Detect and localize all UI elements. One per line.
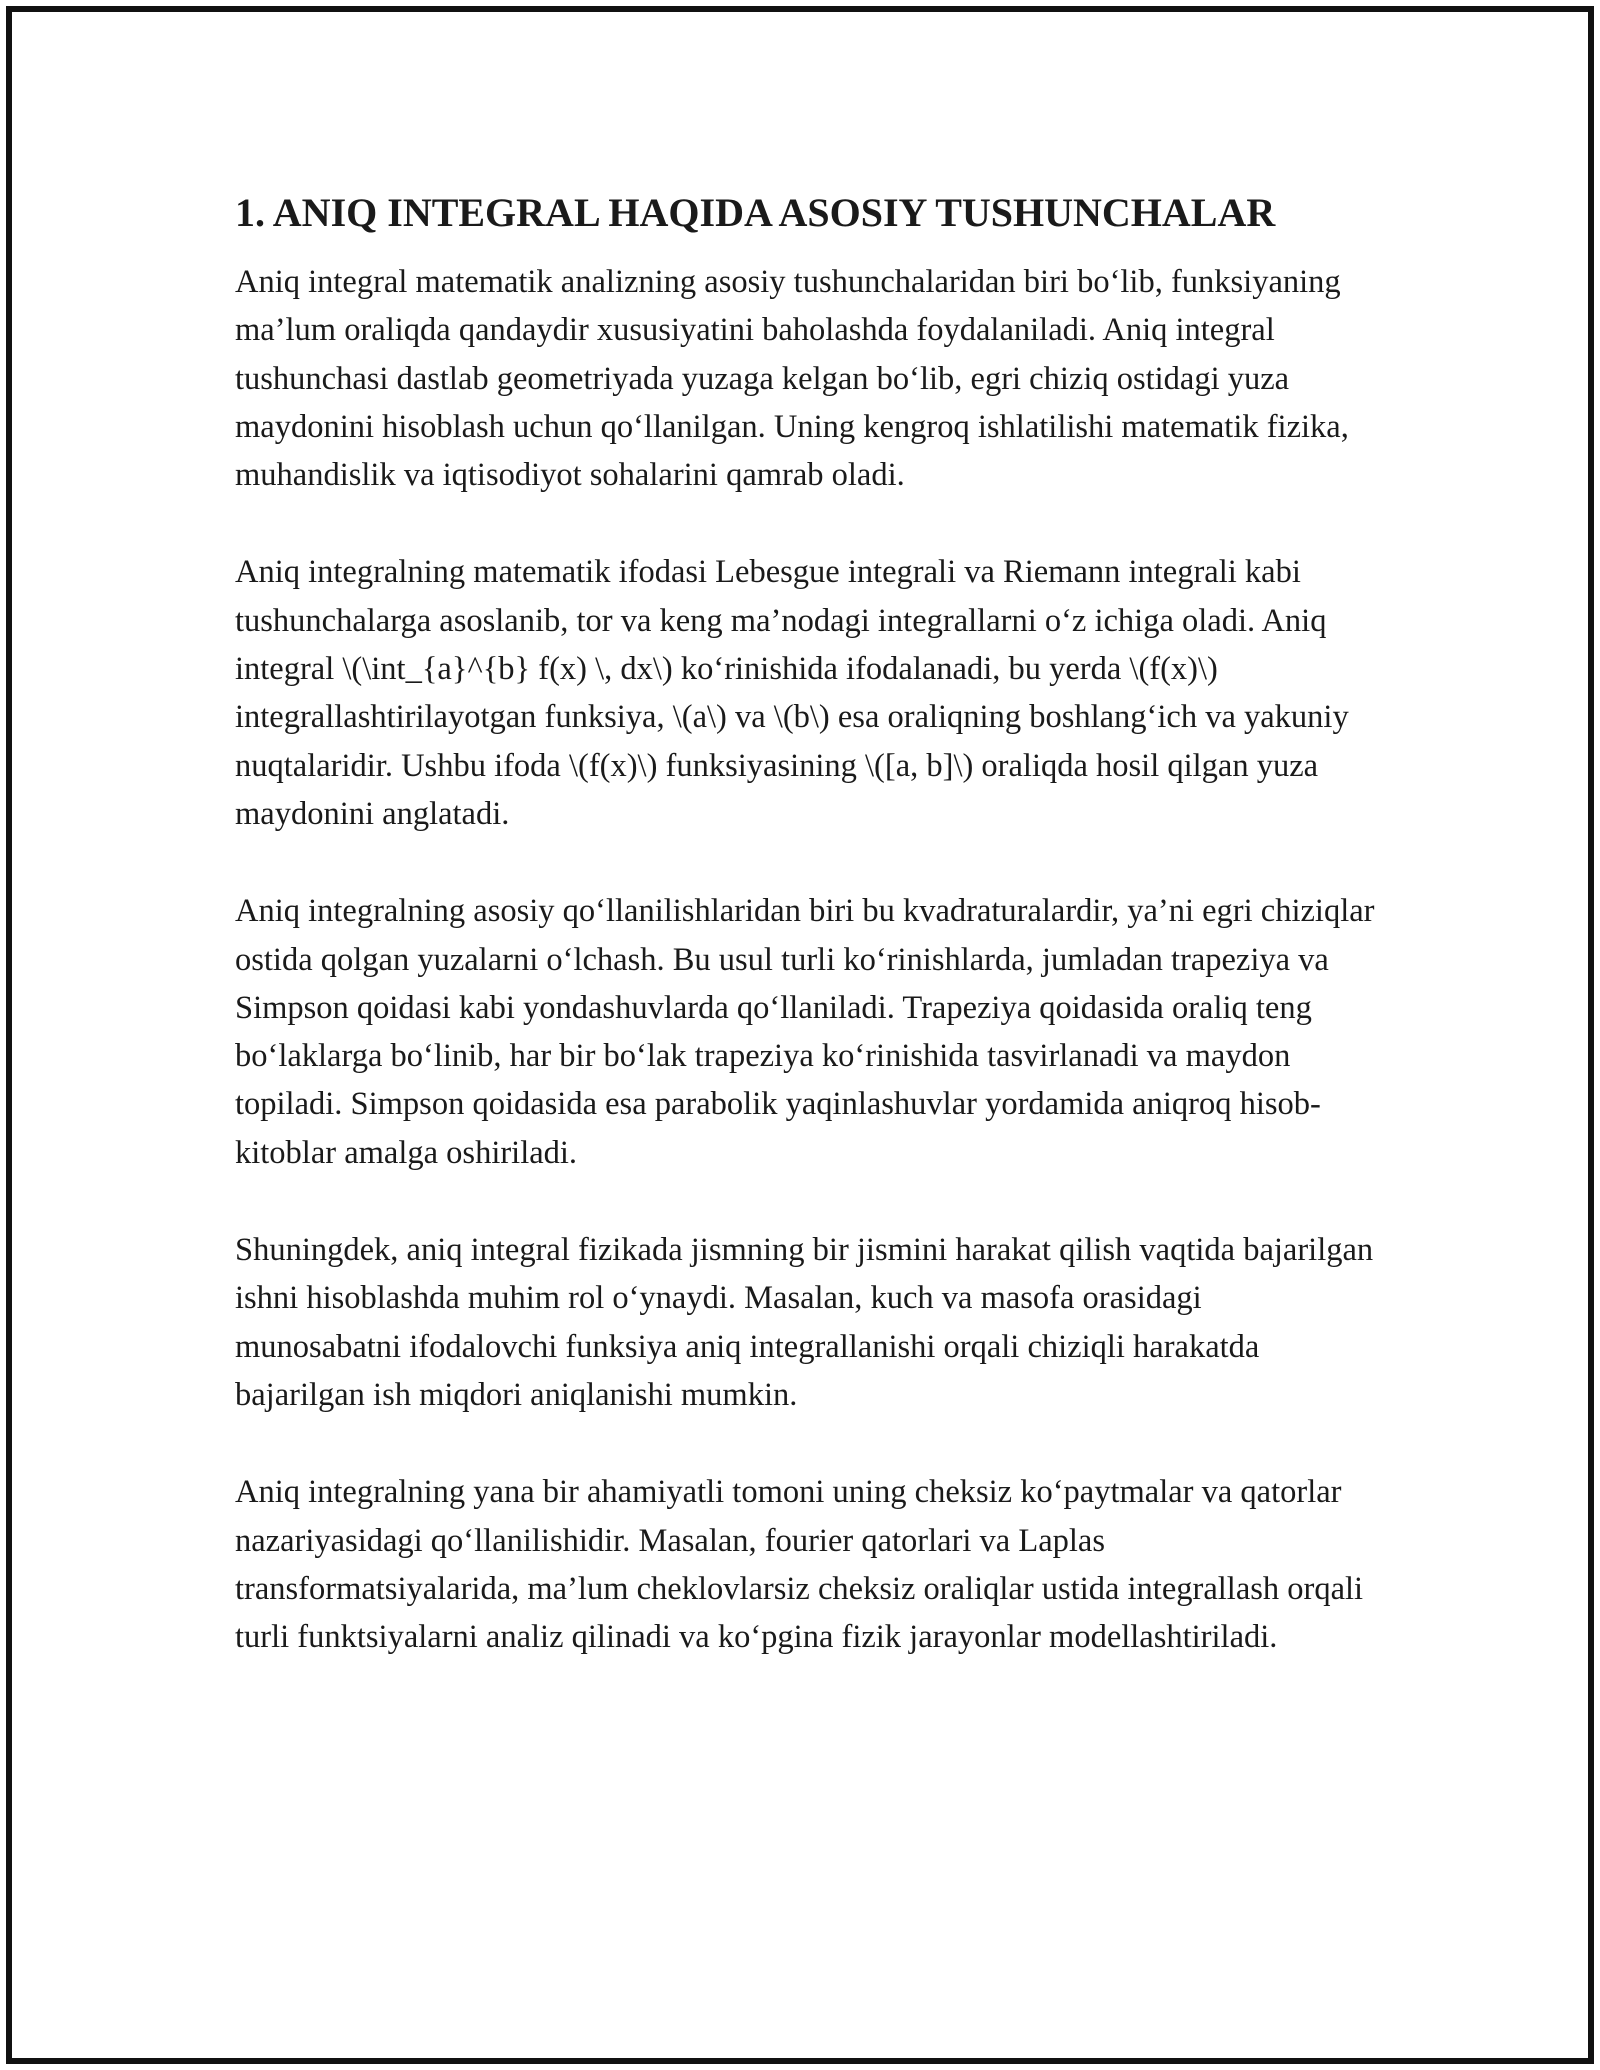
- paragraph-5: Aniq integralning yana bir ahamiyatli tomoni uning cheksiz ko‘paytmalar va qatorlar nazariyasidagi qo‘llanilishidir. Masalan, fourier qatorlari va Laplas transformatsiyalarida, ma’lum cheklovlarsiz cheksiz oraliqlar ustida integrallash orqali turli funktsiyalarni analiz qilinadi va ko‘pgina fizik jarayonlar modellashtiriladi.: [235, 1474, 1364, 1656]
- paragraph-4: Shuningdek, aniq integral fizikada jismning bir jismini harakat qilish vaqtida bajarilgan ishni hisoblashda muhim rol o‘ynaydi. Masalan, kuch va masofa orasidagi munosabatni ifodalovchi funksiya aniq integrallanishi orqali chiziqli harakatda bajarilgan ish miqdori aniqlanishi mumkin.: [235, 1232, 1374, 1413]
- document-body: [235, 188, 1375, 1710]
- section-heading: 1. ANIQ INTEGRAL HAQIDA ASOSIY TUSHUNCHALAR: [235, 190, 1276, 235]
- paragraph-1: Aniq integral matematik analizning asosiy tushunchalaridan biri bo‘lib, funksiyaning ma’lum oraliqda qandaydir xususiyatini baholashda foydalaniladi. Aniq integral tushunchasi dastlab geometriyada yuzaga kelgan bo‘lib, egri chiziq ostidagi yuza maydonini hisoblash uchun qo‘llanilgan. Uning kengroq ishlatilishi matematik fizika, muhandislik va iqtisodiyot sohalarini qamrab oladi.: [235, 264, 1349, 494]
- paragraph-2: Aniq integralning matematik ifodasi Lebesgue integrali va Riemann integrali kabi tushunchalarga asoslanib, tor va keng ma’nodagi integrallarni o‘z ichiga oladi. Aniq integral \(\int_{a}^{b} f(x) \, dx\) ko‘rinishida ifodalanadi, bu yerda \(f(x)\) integrallashtirilayotgan funksiya, \(a\) va \(b\) esa oraliqning boshlang‘ich va yakuniy nuqtalaridir. Ushbu ifoda \(f(x)\) funksiyasining \([a, b]\) oraliqda hosil qilgan yuza maydonini anglatadi.: [235, 554, 1349, 832]
- paragraph-3: Aniq integralning asosiy qo‘llanilishlaridan biri bu kvadraturalardir, ya’ni egri chiziqlar ostida qolgan yuzalarni o‘lchash. Bu usul turli ko‘rinishlarda, jumladan trapeziya va Simpson qoidasi kabi yondashuvlarda qo‘llaniladi. Trapeziya qoidasida oraliq teng bo‘laklarga bo‘linib, har bir bo‘lak trapeziya ko‘rinishida tasvirlanadi va maydon topiladi. Simpson qoidasida esa parabolik yaqinlashuvlar yordamida aniqroq hisob-kitoblar amalga oshiriladi.: [235, 893, 1375, 1171]
